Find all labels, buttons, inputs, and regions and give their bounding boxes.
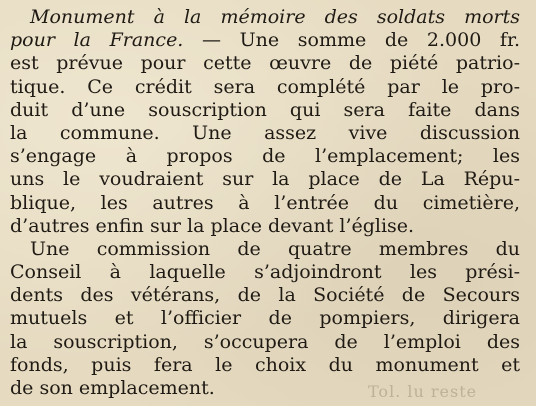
article-text: d’autres enfin sur la place devant l’église. (10, 214, 415, 237)
article-line (10, 307, 520, 330)
article-text: — Une somme de 2.000 fr. (183, 29, 520, 52)
article-text: Une commission de quatre membres du (30, 237, 520, 260)
article-line (10, 215, 520, 238)
article-line (10, 76, 520, 99)
article-heading-text: pour la France. (10, 29, 184, 52)
article-column (10, 6, 520, 400)
article-text: fonds, puis fera le choix du monument et (10, 353, 520, 376)
article-text: dents des vétérans, de la Société de Secours (10, 284, 520, 307)
article-text: tique. Ce crédit sera complété par le pro- (10, 75, 520, 98)
article-line (10, 354, 520, 377)
article-text: s’engage à propos de l’emplacement; les (10, 145, 520, 168)
article-text: est prévue pour cette œuvre de piété patrio- (10, 52, 520, 75)
article-text: de son emplacement. (10, 377, 215, 399)
article-line (10, 168, 520, 191)
article-text: la souscription, s’occupera de l’emploi des (10, 330, 520, 353)
article-line (10, 284, 520, 307)
article-line (10, 122, 520, 145)
article-text: duit d’une souscription qui sera faite dans (10, 98, 520, 121)
article-line (10, 145, 520, 168)
article-text: mutuels et l’officier de pompiers, dirigera (10, 307, 520, 330)
article-line (10, 6, 520, 29)
article-line (10, 331, 520, 354)
article-line (10, 261, 520, 284)
article-heading-text: Monument à la mémoire des soldats morts (30, 6, 520, 28)
article-text: Conseil à laquelle s’adjoindront les prési- (10, 261, 520, 284)
article-line (10, 29, 520, 52)
bleed-through-text: Tol. lu reste (368, 382, 478, 401)
article-text: blique, les autres à l’entrée du cimetière, (10, 191, 520, 214)
article-line (10, 99, 520, 122)
article-text: la commune. Une assez vive discussion (10, 121, 520, 144)
article-line (10, 52, 520, 75)
article-line (10, 192, 520, 215)
article-text: uns le voudraient sur la place de La Répu- (10, 168, 520, 191)
article-line (10, 238, 520, 261)
